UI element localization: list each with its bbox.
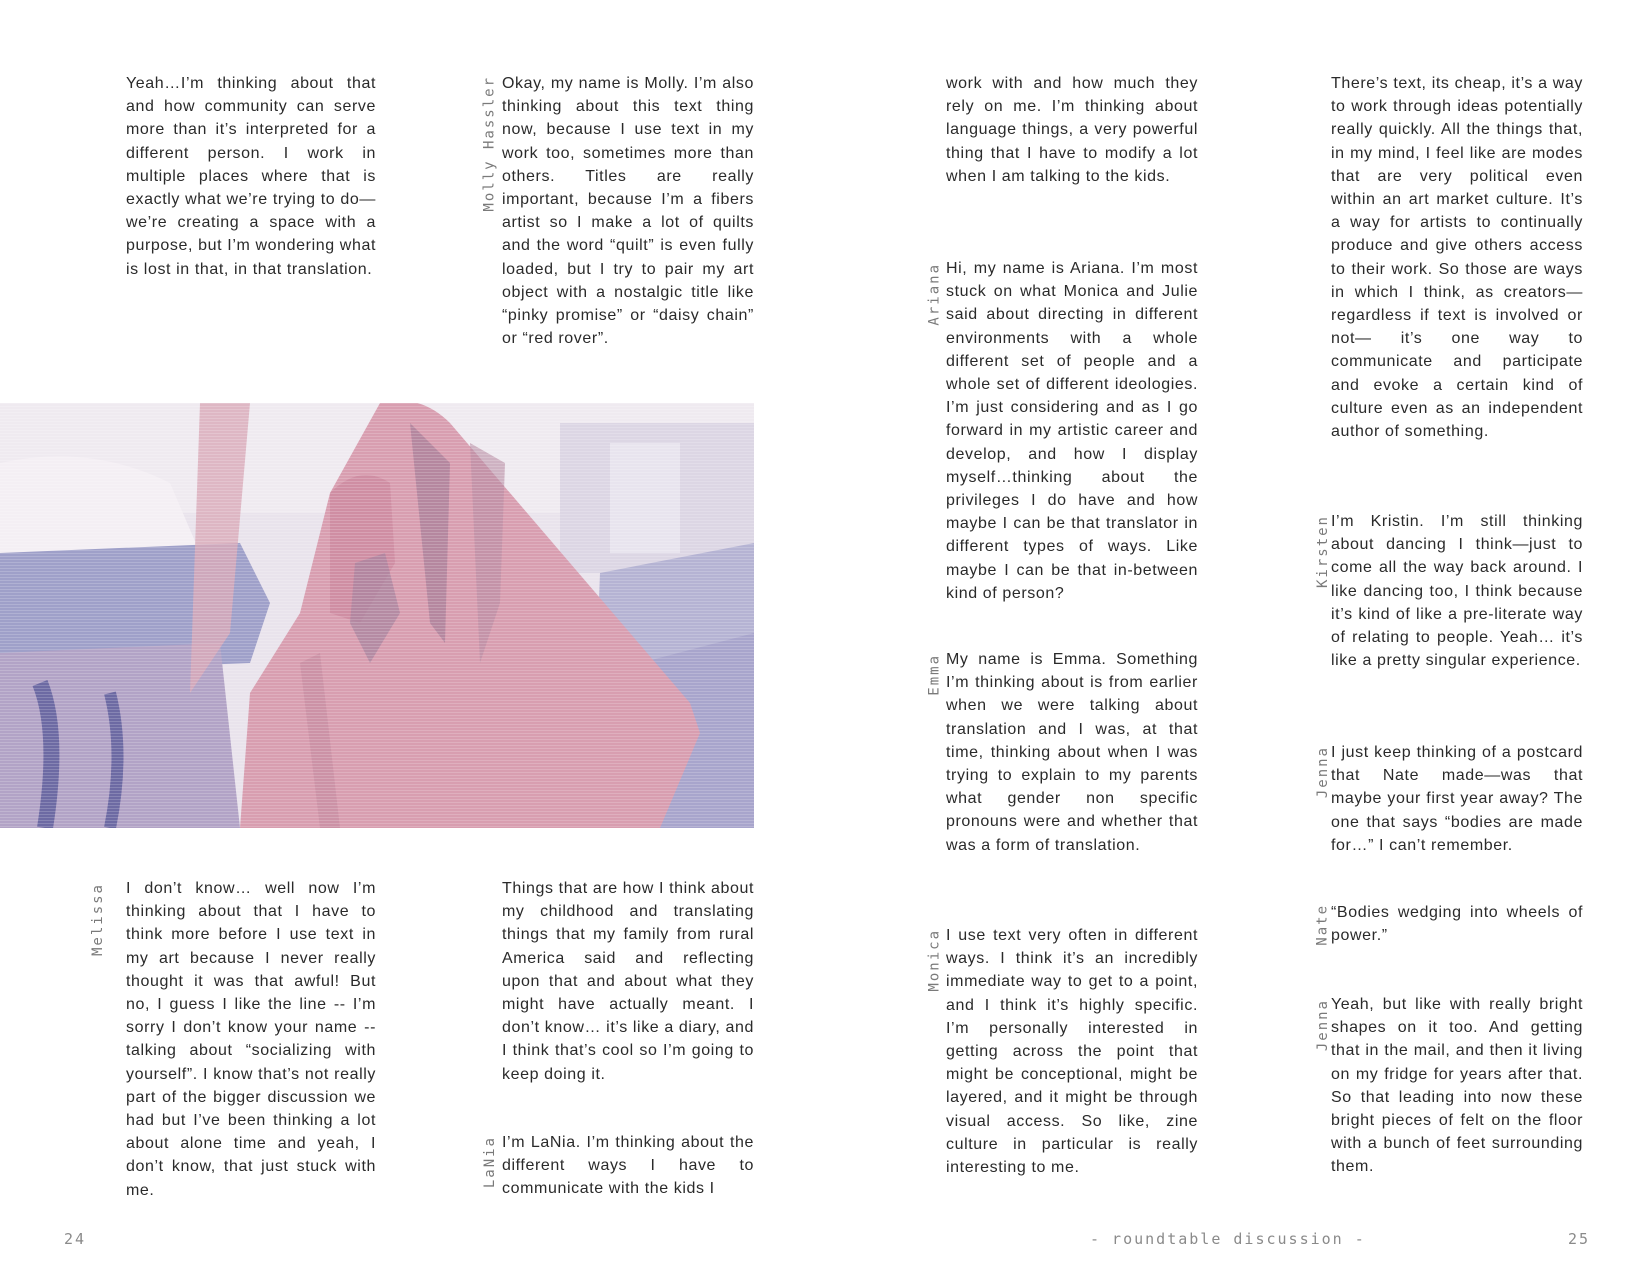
paragraph-continued-kids: work with and how much they rely on me. I’m thinking about language things, a very powerful thing that I have to modify a lot when I am talking to the kids.: [946, 75, 1198, 185]
paragraph-ariana: Hi, my name is Ariana. I’m most stuck on what Monica and Julie said about directing in different environments with a whole different set of people and a whole set of different ideologies. I’m just considering and as I go forward in my artistic career and develop, and how I display myself…thinking about the privileges I do have and how maybe I can be that translator in different types of ways. Like maybe I can be that in-between kind of person?: [946, 260, 1198, 602]
paragraph-melissa: I don’t know… well now I’m thinking about that I have to think more before I use text in my art because I never really thought it was that awful! But no, I guess I like the line -- I’m sorry I don’t know your name -- talking about “socializing with yourself”. I know that’s not really part of the bigger discussion we had but I’ve been thinking a lot about alone time and yeah, I don’t know, that just stuck with me.: [126, 880, 376, 1199]
paragraph-kirsten: I’m Kristin. I’m still thinking about dancing I think—just to come all the way back around. I like dancing too, I think because it’s kind of like a pre-literate way of relating to people. Yeah… it’s like a pretty singular experience.: [1331, 513, 1583, 670]
page-number-left: 24: [64, 1230, 87, 1248]
paragraph-jenna-felt: Yeah, but like with really bright shapes on it too. And getting that in the mail, and then it living on my fridge for years after that. So that leading into now these bright pieces of felt on the floor with a bunch of feet surrounding them.: [1331, 996, 1583, 1176]
paragraph-childhood: Things that are how I think about my childhood and translating things that my family from rural America said and reflecting upon that and about what they might have actually meant. I don’t know… it’s like a diary, and I think that’s cool so I’m going to keep doing it.: [502, 880, 754, 1083]
duotone-photo-icon: [0, 403, 754, 828]
section-title: - roundtable discussion -: [1090, 1230, 1366, 1248]
paragraph-monica: I use text very often in different ways. I think it’s an incredibly immediate way to get to a point, and I think it’s highly specific. I’m personally interested in getting across the point that might be conceptional, might be layered, and it might be through visual access. So like, zine culture in particular is really interesting to me.: [946, 927, 1198, 1177]
paragraph-molly: Okay, my name is Molly. I’m also thinking about this text thing now, because I use text in my work too, sometimes more than others. Titles are really important, because I’m a fibers artist so I make a lot of quilts and the word “quilt” is even fully loaded, but I try to pair my art object with a nostalgic title like “pinky promise” or “daisy chain” or “red rover”.: [502, 75, 754, 348]
paragraph-community: Yeah…I’m thinking about that and how community can serve more than it’s interpreted for a different person. I work in multiple places where that is exactly what we’re trying to do—we’re creating a space with a purpose, but I’m wondering what is lost in that, in that translation.: [126, 75, 376, 278]
paragraph-text-cheap: There’s text, its cheap, it’s a way to work through ideas potentially really quickly. All the things that, in my mind, I feel like are modes that are very political even within an art market culture. It’s a way for artists to continually produce and give others access to their work. So those are ways in which I think, as creators—regardless if text is involved or not— it’s one way to communicate and participate and evoke a certain kind of culture even as an independent author of something.: [1331, 75, 1583, 441]
paragraph-emma: My name is Emma. Something I’m thinking about is from earlier when we were talking about translation and I was, at that time, thinking about when I was trying to explain to my parents what gender non specific pronouns were and whether that was a form of translation.: [946, 651, 1198, 854]
duotone-photo: [0, 403, 754, 828]
paragraph-nate: “Bodies wedging into wheels of power.”: [1331, 904, 1583, 945]
paragraph-jenna-postcard: I just keep thinking of a postcard that Nate made—was that maybe your first year away? The one that says “bodies are made for…” I can’t remember.: [1331, 744, 1583, 854]
paragraph-lania: I’m LaNia. I’m thinking about the different ways I have to communicate with the kids I: [502, 1134, 754, 1198]
page-number-right: 25: [1568, 1230, 1591, 1248]
